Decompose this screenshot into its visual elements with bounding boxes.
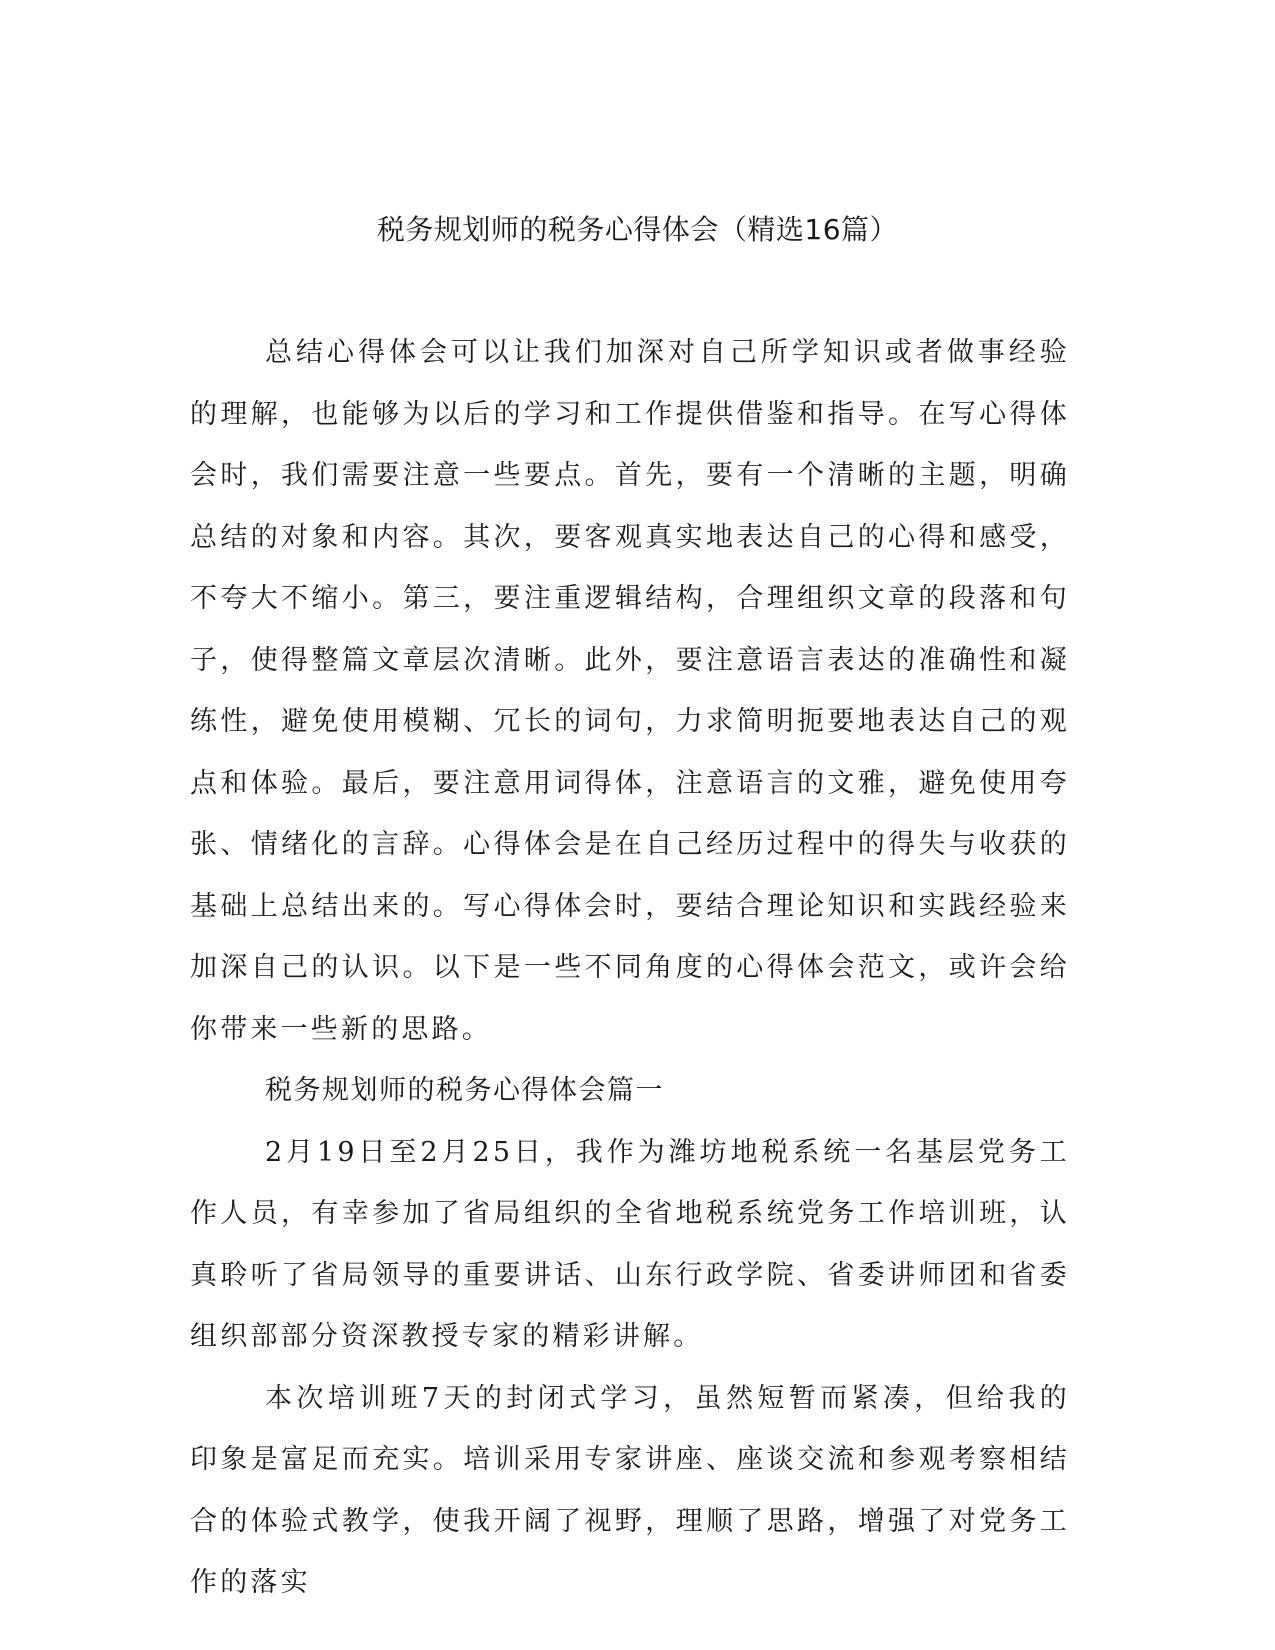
intro-paragraph: 总结心得体会可以让我们加深对自己所学知识或者做事经验的理解，也能够为以后的学习和工作提供借鉴和指导。在写心得体会时，我们需要注意一些要点。首先，要有一个清晰的主题，明确总结的对象和内容。其次，要客观真实地表达自己的心得和感受，不夸大不缩小。第三，要注重逻辑结构，合理组织文章的段落和句子，使得整篇文章层次清晰。此外，要注意语言表达的准确性和凝练性，避免使用模糊、冗长的词句，力求简明扼要地表达自己的观点和体验。最后，要注意用词得体，注意语言的文雅，避免使用夸张、情绪化的言辞。心得体会是在自己经历过程中的得失与收获的基础上总结出来的。写心得体会时，要结合理论知识和实践经验来加深自己的认识。以下是一些不同角度的心得体会范文，或许会给你带来一些新的思路。 <box>190 337 1070 1045</box>
section-heading: 税务规划师的税务心得体会篇一 <box>265 1075 664 1106</box>
document-title: 税务规划师的税务心得体会（精选16篇） <box>376 213 899 246</box>
body-paragraph: 2月19日至2月25日，我作为潍坊地税系统一名基层党务工作人员，有幸参加了省局组织的全省地税系统党务工作培训班，认真聆听了省局领导的重要讲话、山东行政学院、省委讲师团和省委组织部部分资深教授专家的精彩讲解。 <box>190 1136 1070 1352</box>
body-paragraph: 本次培训班7天的封闭式学习，虽然短暂而紧凑，但给我的印象是富足而充实。培训采用专家讲座、座谈交流和参观考察相结合的体验式教学，使我开阔了视野，理顺了思路，增强了对党务工作的落实 <box>190 1382 1070 1598</box>
document-body <box>190 322 1070 1614</box>
